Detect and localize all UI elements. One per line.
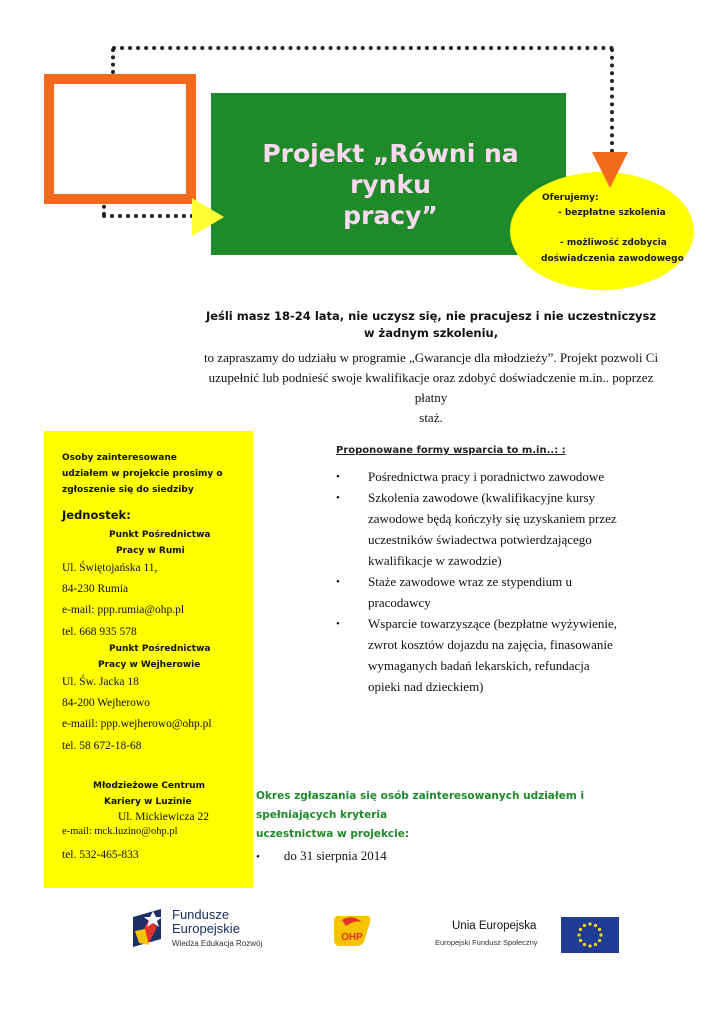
fe-tagline: Wiedza Edukacja Rozwój <box>172 939 263 948</box>
luzino-name-line-2: Kariery w Luzinie <box>104 797 192 807</box>
units-heading: Jednostek: <box>62 508 131 522</box>
eu-star-icon <box>579 928 582 931</box>
wejherowo-phone: tel. 58 672-18-68 <box>62 740 142 752</box>
wejherowo-city: 84-200 Wejherowo <box>62 697 150 709</box>
eu-star-icon <box>583 943 586 946</box>
bullet-icon: • <box>256 851 260 863</box>
contacts-intro-line-1: Osoby zainteresowane <box>62 453 177 463</box>
rumia-email: e-mail: ppp.rumia@ohp.pl <box>62 604 185 616</box>
intro-bold-line-2: w żadnym szkoleniu, <box>363 326 499 340</box>
contacts-intro-line-3: zgłoszenie się do siedziby <box>62 485 194 495</box>
wejherowo-name-line-1: Punkt Pośrednictwa <box>109 644 211 654</box>
luzino-phone: tel. 532-465-833 <box>62 849 139 861</box>
dotted-line-bottom-left <box>102 214 194 218</box>
deadline-text: do 31 sierpnia 2014 <box>283 848 387 863</box>
dotted-line-right <box>610 48 614 153</box>
luzino-email: e-mail: mck.luzino@ohp.pl <box>62 826 178 837</box>
support-list <box>334 466 624 697</box>
intro-text-line-1: to zapraszamy do udziału w programie „Gwarancje dla młodzieży”. Projekt pozwoli Ci <box>203 350 659 365</box>
rumia-street: Ul. Świętojańska 11, <box>62 562 158 574</box>
fe-name <box>172 908 240 936</box>
support-heading: Proponowane formy wsparcia to m.in..: : <box>336 445 566 456</box>
ue-fund: Europejski Fundusz Społeczny <box>435 938 538 947</box>
eu-star-icon <box>594 943 597 946</box>
support-item <box>334 571 624 613</box>
eu-star-icon <box>588 922 591 925</box>
offer-item-2-line-1: - możliwość zdobycia <box>560 238 667 248</box>
intro-text-line-3: staż. <box>419 410 443 425</box>
title-line-2: pracy” <box>343 201 438 230</box>
dotted-line-top <box>112 46 614 50</box>
application-period-line-1: Okres zgłaszania się osób zainteresowanych udziałem i spełniających kryteria <box>256 790 585 821</box>
eu-star-icon <box>594 924 597 927</box>
offer-heading: Oferujemy: <box>542 193 599 203</box>
eu-star-icon <box>599 933 602 936</box>
fe-name-line-2: Europejskie <box>172 921 240 936</box>
deadline-item <box>256 848 387 864</box>
luzino-name-line-1: Młodzieżowe Centrum <box>93 781 205 791</box>
eu-star-icon <box>579 939 582 942</box>
orange-frame <box>44 74 196 204</box>
support-line: Szkolenia zawodowe (kwalifikacyjne kursy <box>368 490 596 505</box>
support-line: wymaganych badań lekarskich, refundacja <box>368 658 590 673</box>
offer-ellipse <box>510 172 694 290</box>
yellow-triangle <box>192 198 224 236</box>
offer-item-2-line-2: doświadczenia zawodowego <box>541 254 684 264</box>
orange-triangle <box>592 152 628 188</box>
intro-text <box>196 348 666 428</box>
rumia-name-line-2: Pracy w Rumi <box>116 546 185 556</box>
eu-star-icon <box>577 933 580 936</box>
contacts-intro-line-2: udziałem w projekcie prosimy o <box>62 469 223 479</box>
eu-star-icon <box>598 928 601 931</box>
rumia-phone: tel. 668 935 578 <box>62 626 137 638</box>
fe-name-line-1: Fundusze <box>172 907 230 922</box>
support-line: pracodawcy <box>368 595 431 610</box>
application-period-line-2: uczestnictwa w projekcie: <box>256 828 410 840</box>
bullet-icon: • <box>336 492 340 504</box>
support-line: uczestników świadectwa potwierdzającego <box>368 532 592 547</box>
support-line: Staże zawodowe wraz ze stypendium u <box>368 574 572 589</box>
support-item <box>334 466 624 487</box>
support-line: zawodowe będą kończyły się uzyskaniem przez <box>368 511 617 526</box>
bullet-icon: • <box>336 618 340 630</box>
bullet-icon: • <box>336 576 340 588</box>
eu-star-icon <box>583 924 586 927</box>
support-line: kwalifikacje w zawodzie) <box>368 553 502 568</box>
ohp-label: OHP <box>341 932 363 943</box>
support-line: Pośrednictwa pracy i poradnictwo zawodowe <box>368 469 605 484</box>
intro-bold-line-1: Jeśli masz 18-24 lata, nie uczysz się, nie pracujesz i nie uczestniczysz <box>205 309 657 323</box>
fundusze-europejskie-logo-icon <box>131 905 167 951</box>
intro-bold <box>196 308 666 342</box>
title-line-1: Projekt „Równi na rynku <box>262 139 519 199</box>
eu-star-icon <box>588 944 591 947</box>
wejherowo-email: e-maiil: ppp.wejherowo@ohp.pl <box>62 718 212 730</box>
eu-flag-icon <box>561 917 619 953</box>
rumia-city: 84-230 Rumia <box>62 583 129 595</box>
support-line: Wsparcie towarzyszące (bezpłatne wyżywienie, <box>368 616 618 631</box>
rumia-name-line-1: Punkt Pośrednictwa <box>109 530 211 540</box>
intro-text-line-2: uzupełnić lub podnieść swoje kwalifikacje oraz zdobyć doświadczenie m.in.. poprzez płatny <box>208 370 654 405</box>
support-item <box>334 487 624 571</box>
ue-name: Unia Europejska <box>452 920 537 932</box>
support-line: zwrot kosztów dojazdu na zajęcia, finasowanie <box>368 637 613 652</box>
ohp-logo-icon <box>330 912 374 948</box>
eu-star-icon <box>598 939 601 942</box>
bullet-icon: • <box>336 471 340 483</box>
dotted-line-left-upper <box>111 48 115 74</box>
application-period <box>256 787 656 844</box>
wejherowo-name-line-2: Pracy w Wejherowie <box>98 660 201 670</box>
wejherowo-street: Ul. Św. Jacka 18 <box>62 676 139 688</box>
luzino-street: Ul. Mickiewicza 22 <box>118 811 210 823</box>
support-item <box>334 613 624 697</box>
support-line: opieki nad dzieckiem) <box>368 679 484 694</box>
offer-item-1: - bezpłatne szkolenia <box>558 208 666 218</box>
